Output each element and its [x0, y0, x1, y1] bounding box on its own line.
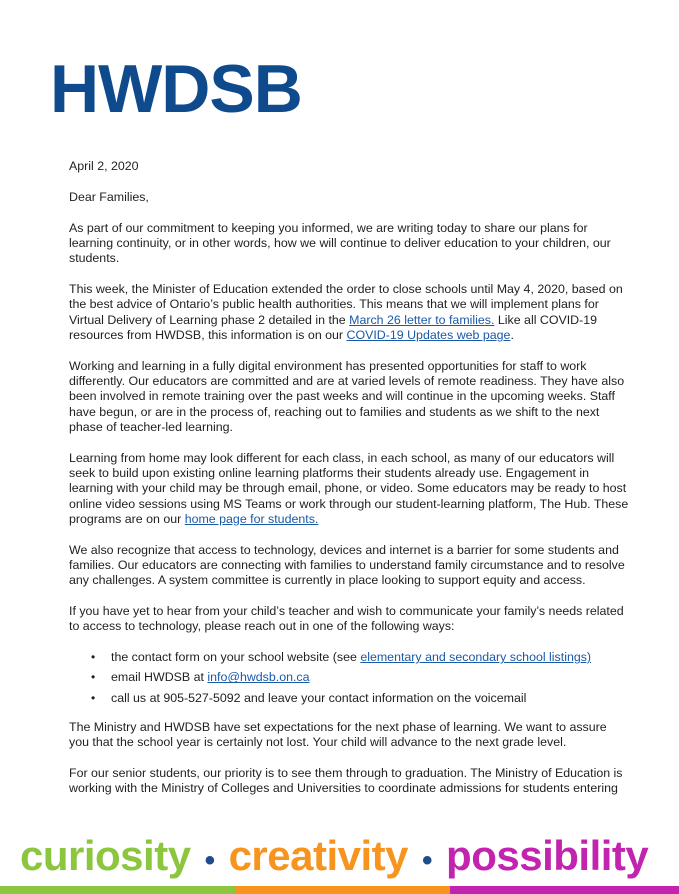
footer-bar-purple [450, 886, 679, 894]
p2-before: This week, the Minister of Education extended the order to close schools until May 4, 2020, based on the best advice of Ontario’s public health authorities. This means that we will implement plans for Virtual Delivery of Learning phase 2 detailed in the [69, 281, 623, 327]
list-item [111, 691, 629, 706]
footer-bar-green [0, 886, 236, 894]
slogan-separator: • [204, 844, 215, 877]
home-page-for-students-link[interactable]: home page for students. [184, 511, 319, 526]
b2-text: email HWDSB at [111, 670, 208, 685]
paragraph-learning-from-home [69, 451, 629, 527]
email-link[interactable]: info@hwdsb.on.ca [207, 670, 310, 685]
slogan-separator: • [422, 844, 433, 877]
list-item [111, 650, 629, 665]
paragraph-reach-out: If you have yet to hear from your child’s teacher and wish to communicate your family’s needs related to access to technology, please reach out in one of the following ways: [69, 604, 624, 634]
paragraph-intro: As part of our commitment to keeping you informed, we are writing today to share our plans for learning continuity, or in other words, how we will continue to deliver education to your children, our students. [69, 220, 611, 266]
p2-after: . [510, 327, 514, 342]
paragraph-school-closure [69, 282, 629, 343]
school-listings-link[interactable]: elementary and secondary school listings) [360, 650, 592, 665]
slogan-creativity: creativity [228, 832, 409, 879]
letter-salutation: Dear Families, [69, 189, 149, 204]
slogan [20, 832, 648, 884]
p4-before: Learning from home may look different for each class, in each school, as many of our educators will seek to build upon existing online learning platforms their students already use. Engagement in learning with your child may be through email, phone, or video. Some educators may be ready to host online video sessions using MS Teams or work through our student-learning platform, The Hub. These programs are on our [69, 450, 629, 526]
footer-banner [0, 832, 679, 894]
paragraph-digital-work: Working and learning in a fully digital environment has presented opportunities for staff to work differently. Our educators are committed and are at varied levels of remote readiness. They have also been involved in remote training over the past weeks and will continue in the upcoming weeks. Staff have begun, or are in the process of, reaching out to families and students as we shift to the next phase of teacher-led learning. [69, 358, 625, 434]
p2-middle: Like all COVID-19 resources from HWDSB, this information is on our [69, 312, 598, 342]
paragraph-technology-access: We also recognize that access to technology, devices and internet is a barrier for some students and families. Our educators are connecting with families to understand family circumstance and to resolve any challenges. A system committee is currently in place looking to support equity and access. [69, 542, 625, 588]
slogan-curiosity: curiosity [20, 832, 191, 879]
list-item [111, 670, 629, 685]
letter-date: April 2, 2020 [69, 159, 139, 173]
b1-text: the contact form on your school website (see [111, 650, 361, 665]
b3-text: call us at 905-527-5092 and leave your contact information on the voicemail [111, 690, 527, 705]
footer-bar-orange [236, 886, 450, 894]
march-26-letter-link[interactable]: March 26 letter to families. [349, 312, 495, 327]
contact-options-list [69, 650, 629, 706]
hwdsb-logo: HWDSB [50, 51, 302, 127]
covid-updates-link[interactable]: COVID-19 Updates web page [346, 327, 511, 342]
paragraph-senior-students: For our senior students, our priority is to see them through to graduation. The Ministry of Education is working with the Ministry of Colleges and Universities to coordinate admissions for students entering [69, 766, 623, 796]
slogan-possibility: possibility [446, 832, 649, 879]
paragraph-ministry-expectations: The Ministry and HWDSB have set expectations for the next phase of learning. We want to assure you that the school year is certainly not lost. Your child will advance to the next grade level. [69, 720, 607, 750]
letter-body [69, 159, 629, 812]
